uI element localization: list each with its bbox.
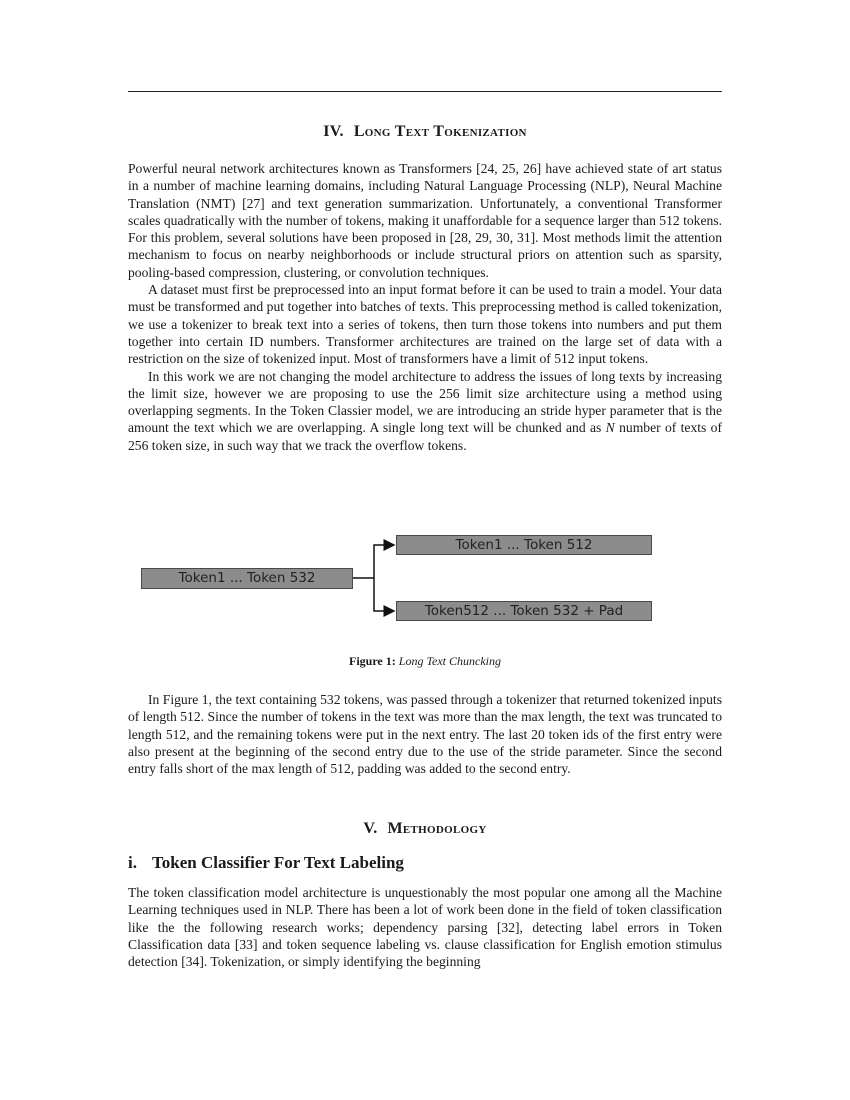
input-token-box: Token1 ... Token 532 [141,568,353,589]
figure-explanation [128,691,722,777]
caption-label: Figure 1: [348,654,396,668]
section-v-title: Methodology [387,820,487,837]
paragraph-token-classification: The token classification model architecture is unquestionably the most popular one among all the Machine Learning techniques used in NLP. There has been a lot of work been done in the field of token classification like the the following research works; dependency parsing [32], detecting label errors in Token Classification data [33] and token sequence labeling vs. clause classification for English emotion stimulus detection [34]. Tokenization, or simply identifying the beginning [128,885,722,970]
section-v-heading [128,820,722,838]
subsection-heading [128,853,722,873]
header-rule [128,91,722,92]
arrow-to-second-chunk [374,578,394,611]
section-iv-title: Long Text Tokenization [353,123,527,140]
subsection-number: i. [128,853,137,872]
section-iv-text [128,160,722,454]
section-iv-heading [128,123,722,141]
subsection-title: Token Classifier For Text Labeling [152,853,404,872]
paragraph-overlap: In this work we are not changing the model architecture to address the issues of long texts by increasing the limit size, however we are proposing to use the 256 limit size architecture using a method using overlapping segments. In the Token Classier model, we are introducing an stride hyper parameter that is the amount the text which we are overlapping. A single long text will be chunked and as N number of texts of 256 token size, in such way that we track the overflow tokens. [128,368,722,453]
output-chunk-2-box: Token512 ... Token 532 + Pad [396,601,652,621]
section-v-number: V. [363,820,378,837]
paragraph-tokenization: A dataset must first be preprocessed into an input format before it can be used to train a model. Your data must be transformed and put together into batches of texts. This preprocessing method is called tokenization, we use a tokenizer to break text into a series of tokens, then turn those tokens into numbers and put them together into certain ID numbers. Transformer architectures are trained on the large set of data with a restriction on the size of tokenized input. Most of transformers have a limit of 512 input tokens. [128,282,722,367]
variable-n: N [605,420,615,436]
output-chunk-1-box: Token1 ... Token 512 [396,535,652,555]
paragraph-figure-explanation: In Figure 1, the text containing 532 tokens, was passed through a tokenizer that returned tokenized inputs of length 512. Since the number of tokens in the text was more than the max length, the text was truncated to length 512, and the remaining tokens were put in the next entry. The last 20 token ids of the first entry were also present at the beginning of the second entry due to the use of the stride parameter. Since the second entry falls short of the max length of 512, padding was added to the second entry. [128,692,722,777]
subsection-text [128,884,722,970]
caption-text: Long Text Chuncking [398,654,501,668]
figure-long-text-chunking [128,530,722,630]
paragraph-transformers: Powerful neural network architectures known as Transformers [24, 25, 26] have achieved state of art status in a number of machine learning domains, including Natural Language Processing (NLP), Neural Machine Translation (NMT) [27] and text generation summarization. Unfortunately, a conventional Transformer scales quadratically with the number of tokens, making it unaffordable for a sequence larger than 512 tokens. For this problem, several solutions have been proposed in [28, 29, 30, 31]. Most methods limit the attention mechanism to focus on nearby neighborhoods or include structural priors on attention such as sparsity, pooling-based compression, clustering, or convolution techniques. [128,161,722,280]
figure-caption [128,654,722,669]
section-iv-number: IV. [323,123,344,140]
arrow-to-first-chunk [374,545,394,578]
